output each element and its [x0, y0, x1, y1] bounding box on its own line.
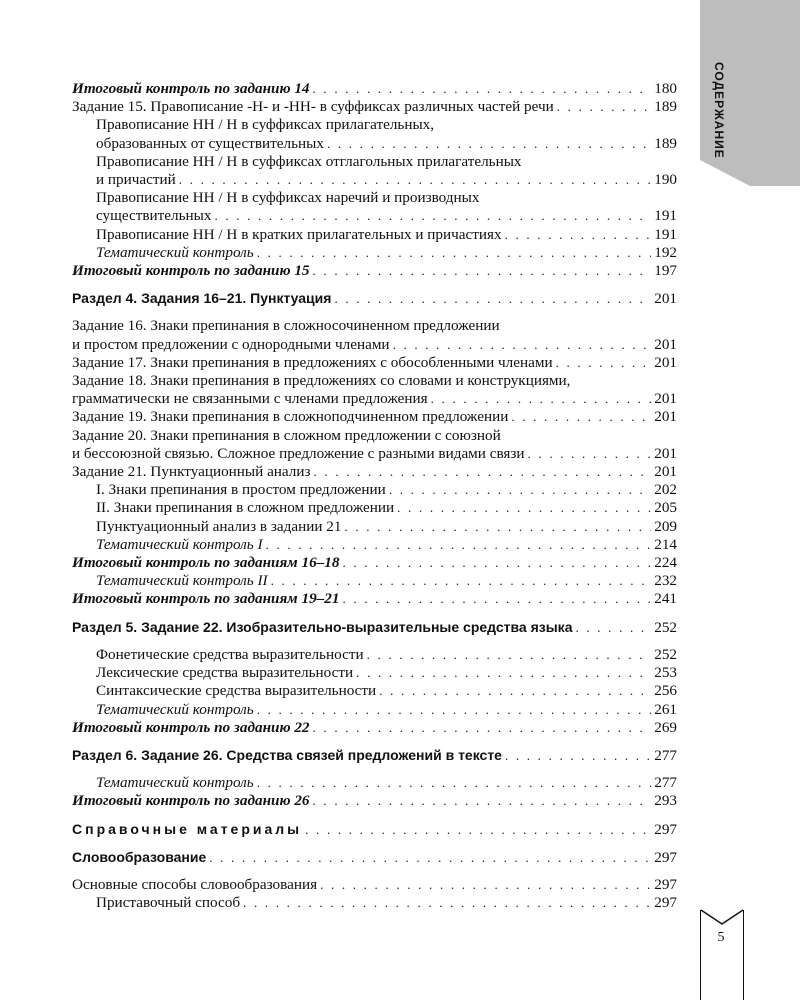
toc-entry-title: Задание 20. Знаки препинания в сложном предложении с союзной [72, 426, 501, 444]
toc-entry-title: грамматически не связанными с членами предложения [72, 390, 428, 408]
dot-leader [313, 719, 652, 737]
dot-leader [342, 590, 651, 608]
toc-entry-title: Тематический контроль II [96, 572, 268, 590]
dot-leader [313, 262, 652, 280]
toc-entry-page: 201 [654, 390, 677, 408]
toc-entry [96, 244, 677, 262]
dot-leader [557, 98, 651, 116]
toc-entry-page: 201 [654, 335, 677, 353]
toc-entry-title: Справочные материалы [72, 820, 303, 837]
dot-leader [505, 747, 651, 765]
dot-leader [379, 682, 651, 700]
dot-leader [393, 336, 652, 354]
toc-entry [96, 226, 677, 244]
toc-entry [96, 894, 677, 912]
toc-entry-title: Пунктуационный анализ в задании 21 [96, 517, 342, 535]
toc-entry [72, 820, 677, 839]
dot-leader [397, 499, 651, 517]
toc-entry-title: и бессоюзной связью. Сложное предложение с разными видами связи [72, 444, 525, 462]
toc-entry [96, 189, 677, 225]
dot-leader [505, 226, 652, 244]
toc-entry-title: Итоговый контроль по заданию 14 [72, 80, 310, 97]
toc-entry-title: Итоговый контроль по заданиям 19–21 [72, 590, 340, 608]
toc-entry [72, 463, 677, 481]
toc-entry [96, 682, 677, 700]
dot-leader [342, 554, 651, 572]
toc-entry [96, 518, 677, 536]
toc-entry-title: Основные способы словообразования [72, 875, 318, 893]
toc-entry [72, 354, 677, 372]
side-tab-label: СОДЕРЖАНИЕ [712, 62, 726, 159]
toc-entry-page: 201 [654, 353, 677, 371]
toc-entry-page: 253 [654, 664, 677, 682]
toc-entry-page: 269 [654, 718, 677, 736]
toc-entry-page: 252 [654, 618, 677, 636]
toc-entry-page: 192 [654, 243, 677, 261]
toc-entry-page: 297 [654, 894, 677, 912]
toc-entry-title: и причастий [96, 171, 176, 189]
toc-entry-title: Задание 19. Знаки препинания в сложноподчиненном предложении [72, 408, 509, 426]
toc-entry-title: Задание 21. Пунктуационный анализ [72, 463, 311, 481]
dot-leader [556, 354, 652, 372]
toc-entry-page: 180 [654, 80, 677, 97]
toc-entry-title: и простом предложении с однородными членами [72, 335, 390, 353]
page-number: 5 [717, 930, 725, 945]
toc-entry-page: 205 [654, 499, 677, 517]
dot-leader [257, 774, 652, 792]
toc-entry-title: Задание 15. Правописание -Н- и -НН- в суффиксах различных частей речи [72, 98, 554, 116]
toc-entry-title: Тематический контроль [96, 243, 254, 261]
toc-entry-page: 232 [654, 572, 677, 590]
dot-leader [356, 664, 651, 682]
toc-entry-title: Задание 16. Знаки препинания в сложносочиненном предложении [72, 317, 500, 335]
toc-entry-page: 191 [654, 225, 677, 243]
toc-entry-title: Словообразование [72, 848, 207, 865]
toc-entry-page: 190 [654, 171, 677, 189]
toc-entry-title: Тематический контроль [96, 700, 254, 718]
toc-entry-page: 201 [654, 444, 677, 462]
toc-entry-page: 252 [654, 645, 677, 663]
toc-entry-title: Тематический контроль [96, 774, 254, 792]
toc-entry [96, 153, 677, 189]
toc-entry [72, 372, 677, 408]
toc-entry-page: 297 [654, 820, 677, 838]
dot-leader [389, 481, 651, 499]
dot-leader [327, 135, 651, 153]
toc-entry-title: Тематический контроль I [96, 535, 263, 553]
toc-entry-title: Приставочный способ [96, 894, 241, 912]
toc-entry-page: 201 [654, 463, 677, 481]
toc-entry-title: Задание 18. Знаки препинания в предложениях со словами и конструкциями, [72, 372, 571, 390]
toc-entry-page: 293 [654, 792, 677, 810]
toc-entry-title: Правописание НН / Н в суффиксах отглагольных прилагательных [96, 152, 522, 170]
toc-entry-title: II. Знаки препинания в сложном предложении [96, 499, 395, 517]
dot-leader [367, 646, 652, 664]
toc-entry-title: I. Знаки препинания в простом предложении [96, 481, 386, 499]
dot-leader [334, 290, 651, 308]
toc-entry-page: 191 [654, 207, 677, 225]
toc-entry [96, 481, 677, 499]
dot-leader [320, 876, 651, 894]
toc-entry [96, 116, 677, 152]
toc-entry-page: 214 [654, 535, 677, 553]
toc-entry-title: Правописание НН / Н в суффиксах прилагательных, [96, 116, 435, 134]
toc-entry [96, 701, 677, 719]
toc-entry-page: 202 [654, 481, 677, 499]
toc-entry-title: Правописание НН / Н в кратких прилагательных и причастиях [96, 225, 502, 243]
toc-entry-title: образованных от существительных [96, 134, 324, 152]
dot-leader [179, 171, 651, 189]
dot-leader [305, 821, 651, 839]
dot-leader [209, 849, 651, 867]
toc-entry-page: 209 [654, 517, 677, 535]
dot-leader [431, 390, 652, 408]
toc-entry-title: Фонетические средства выразительности [96, 645, 364, 663]
toc-entry [72, 427, 677, 463]
toc-entry [96, 774, 677, 792]
toc-entry-page: 201 [654, 290, 677, 308]
toc-entry [72, 848, 677, 867]
toc-entry-title: Итоговый контроль по заданиям 16–18 [72, 554, 340, 572]
toc-entry [72, 618, 677, 637]
toc-entry [72, 98, 677, 116]
toc-entry-title: Итоговый контроль по заданию 15 [72, 262, 310, 280]
toc-entry [72, 289, 677, 308]
toc-entry-title: Раздел 4. Задания 16–21. Пунктуация [72, 290, 332, 307]
toc-entry-title: Задание 17. Знаки препинания в предложениях с обособленными членами [72, 353, 553, 371]
toc-entry [72, 262, 677, 280]
toc-entry [96, 664, 677, 682]
dot-leader [266, 536, 652, 554]
toc-entry-page: 297 [654, 875, 677, 893]
toc-entry [72, 719, 677, 737]
table-of-contents [72, 80, 677, 912]
toc-entry-title: Раздел 5. Задание 22. Изобразительно-выразительные средства языка [72, 618, 573, 635]
dot-leader [313, 80, 652, 98]
page-number-box [700, 910, 744, 1000]
toc-entry-title: Правописание НН / Н в суффиксах наречий и производных [96, 189, 480, 207]
dot-leader [314, 463, 652, 481]
toc-entry-page: 277 [654, 746, 677, 764]
toc-entry [72, 746, 677, 765]
toc-entry [72, 554, 677, 572]
dot-leader [257, 244, 652, 262]
dot-leader [575, 619, 651, 637]
toc-entry [96, 536, 677, 554]
toc-entry-page: 277 [654, 774, 677, 792]
toc-entry [72, 792, 677, 810]
dot-leader [214, 207, 651, 225]
toc-entry-page: 189 [654, 98, 677, 116]
toc-entry [72, 876, 677, 894]
toc-entry [72, 317, 677, 353]
toc-entry-title: Раздел 6. Задание 26. Средства связей предложений в тексте [72, 746, 502, 763]
toc-entry [72, 408, 677, 426]
toc-entry-page: 241 [654, 590, 677, 608]
toc-entry-title: Итоговый контроль по заданию 26 [72, 792, 310, 810]
dot-leader [243, 894, 651, 912]
toc-entry [96, 572, 677, 590]
toc-entry-page: 256 [654, 682, 677, 700]
dot-leader [257, 701, 652, 719]
toc-entry-page: 201 [654, 408, 677, 426]
toc-entry-page: 261 [654, 700, 677, 718]
toc-entry-page: 224 [654, 554, 677, 572]
dot-leader [344, 518, 651, 536]
toc-entry-title: Итоговый контроль по заданию 22 [72, 718, 310, 736]
toc-entry [96, 646, 677, 664]
dot-leader [528, 445, 652, 463]
toc-entry-title: существительных [96, 207, 212, 225]
toc-entry-title: Синтаксические средства выразительности [96, 682, 377, 700]
dot-leader [313, 792, 652, 810]
toc-entry-page: 197 [654, 262, 677, 280]
toc-entry-page: 189 [654, 134, 677, 152]
toc-entry [96, 499, 677, 517]
toc-entry-title: Лексические средства выразительности [96, 664, 354, 682]
dot-leader [271, 572, 652, 590]
page-box-notch [699, 908, 745, 928]
toc-entry [72, 80, 677, 98]
toc-entry [72, 590, 677, 608]
dot-leader [511, 408, 651, 426]
toc-entry-page: 297 [654, 848, 677, 866]
